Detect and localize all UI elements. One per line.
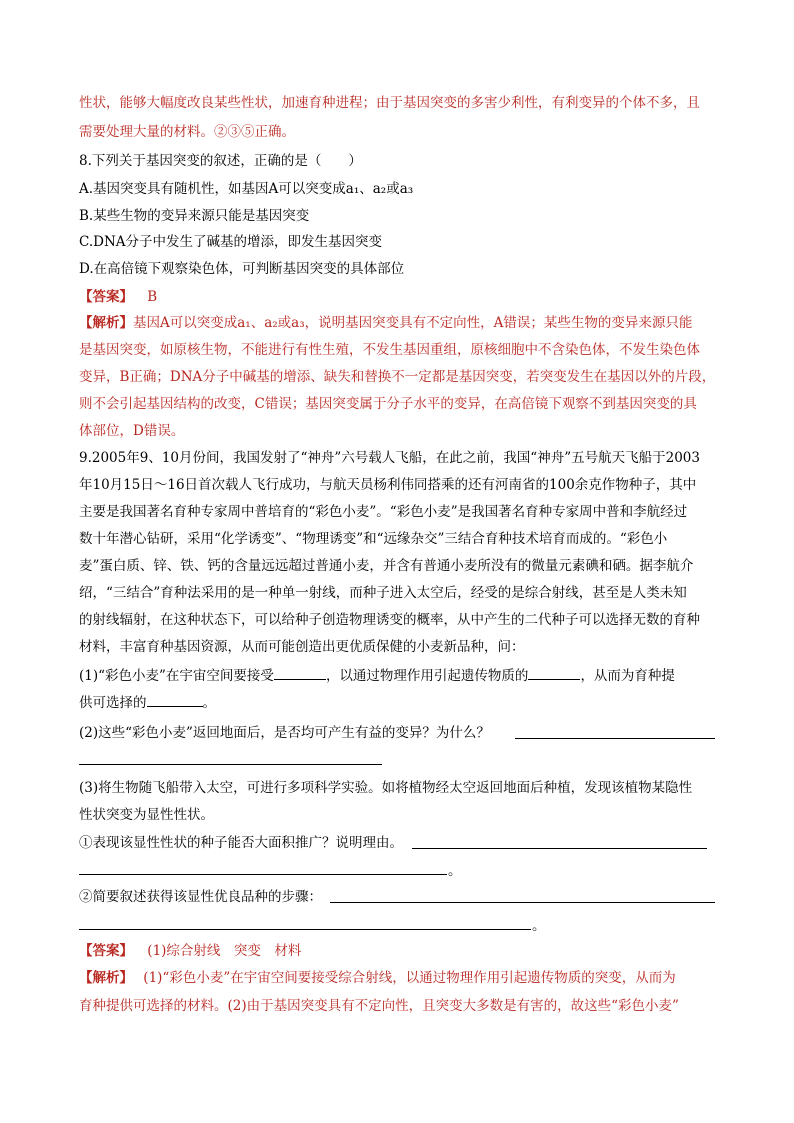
part1-text: 。 <box>202 695 216 711</box>
answer-value: B <box>147 289 158 305</box>
q8-option-a: A.基因突变具有随机性，如基因A可以突变成a₁、a₂或a₃ <box>79 181 414 197</box>
q9-part3-line: 性状突变为显性性状。 <box>79 807 214 823</box>
answer-blank[interactable] <box>330 902 715 903</box>
q9-stem-line: 9.2005年9、10月份间，我国发射了“神舟”六号载人飞船，在此之前，我国“神舟”五号航天飞船于2003 <box>79 450 700 466</box>
q8-option-d: D.在高倍镜下观察染色体，可判断基因突变的具体部位 <box>79 261 405 277</box>
analysis-continuation-line: 需要处理大量的材料。②③⑤正确。 <box>79 124 295 140</box>
part1-text: 供可选择的 <box>79 695 147 711</box>
answer-blank[interactable] <box>79 764 382 765</box>
q8-analysis-line: 则不会引起基因结构的改变，C错误；基因突变属于分子水平的变异，在高倍镜下观察不到基因突变的具 <box>79 396 697 412</box>
q9-part2-line: (2)这些“彩色小麦”返回地面后，是否均可产生有益的变异？为什么？ <box>79 725 490 741</box>
answer-blank[interactable] <box>515 738 715 739</box>
answer-blank[interactable] <box>274 665 326 680</box>
q8-option-c: C.DNA分子中发生了碱基的增添，即发生基因突变 <box>79 234 383 250</box>
q9-stem-line: 麦”蛋白质、锌、铁、钙的含量远远超过普通小麦，并含有普通小麦所没有的微量元素碘和硒。据李航介 <box>79 558 694 574</box>
q9-part3-sub1: ①表现该显性性状的种子能否大面积推广？说明理由。 <box>79 835 403 851</box>
q9-stem-line: 主要是我国著名育种专家周中普培育的“彩色小麦”。“彩色小麦”是我国著名育种专家周中普和李航经过 <box>79 504 688 520</box>
answer-tag: 【答案】 <box>79 289 133 305</box>
q8-analysis-line: 是基因突变，如原核生物，不能进行有性生殖，不发生基因重组，原核细胞中不含染色体，不发生染色体 <box>79 342 700 358</box>
q9-analysis-line: 育种提供可选择的材料。(2)由于基因突变具有不定向性，且突变大多数是有害的，故这些“彩色小麦” <box>79 998 679 1014</box>
analysis-tag: 【解析】 <box>79 970 133 986</box>
answer-blank[interactable] <box>147 692 203 707</box>
analysis-tag: 【解析】 <box>79 315 133 331</box>
q9-stem-line: 绍，“三结合”育种法采用的是一种单一射线，而种子进入太空后，经受的是综合射线，甚至是人类未知 <box>79 585 687 601</box>
part1-text: (1)“彩色小麦”在宇宙空间要接受 <box>79 668 274 684</box>
q8-option-b: B.某些生物的变异来源只能是基因突变 <box>79 208 310 224</box>
answer-tag: 【答案】 <box>79 943 133 959</box>
q8-stem: 8.下列关于基因突变的叙述，正确的是（ ） <box>79 153 362 169</box>
q9-stem-line: 的射线辐射，在这种状态下，可以给种子创造物理诱变的概率，从中产生的二代种子可以选择无数的育种 <box>79 612 700 628</box>
part1-text: ，以通过物理作用引起遗传物质的 <box>325 668 529 684</box>
q8-analysis-line <box>79 313 692 333</box>
q8-analysis-line: 变异，B正确；DNA分子中碱基的增添、缺失和替换不一定都是基因突变，若突变发生在基因以外的片段， <box>79 369 716 385</box>
q9-stem-line: 数十年潜心钻研，采用“化学诱变”、“物理诱变”和“远缘杂交”三结合育种技术培育而成的。“彩色小 <box>79 531 668 547</box>
answer-blank[interactable] <box>528 665 580 680</box>
answer-blank[interactable] <box>79 874 447 875</box>
analysis-continuation-line: 性状，能够大幅度改良某些性状，加速育种进程；由于基因突变的多害少利性，有利变异的个体不多，且 <box>79 95 700 111</box>
q9-analysis-line <box>79 968 676 988</box>
q9-stem-line: 材料，丰富育种基因资源，从而可能创造出更优质保健的小麦新品种，问： <box>79 639 525 655</box>
period-mark: 。 <box>448 863 462 879</box>
period-mark: 。 <box>532 918 546 934</box>
q9-part1-line <box>79 692 216 713</box>
analysis-text: (1)“彩色小麦”在宇宙空间要接受综合射线，以通过物理作用引起遗传物质的突变，从而为 <box>143 970 676 986</box>
analysis-text: 基因A可以突变成a₁、a₂或a₃，说明基因突变具有不定向性，A错误；某些生物的变异来源只能 <box>133 315 693 331</box>
q9-answer <box>79 941 301 961</box>
q9-part1-line <box>79 665 675 686</box>
q8-answer <box>79 287 157 307</box>
part1-text: ，从而为育种提 <box>580 668 675 684</box>
q9-part3-sub2: ②简要叙述获得该显性优良品种的步骤： <box>79 889 322 905</box>
answer-blank[interactable] <box>79 929 531 930</box>
answer-value: (1)综合射线 突变 材料 <box>147 943 302 959</box>
answer-blank[interactable] <box>412 848 707 849</box>
q9-stem-line: 年10月15日～16日首次载人飞行成功，与航天员杨利伟同搭乘的还有河南省的100余克作物种子，其中 <box>79 477 697 493</box>
q8-analysis-line: 体部位，D错误。 <box>79 423 185 439</box>
q9-part3-line: (3)将生物随飞船带入太空，可进行多项科学实验。如将植物经太空返回地面后种植，发现该植物某隐性 <box>79 780 693 796</box>
